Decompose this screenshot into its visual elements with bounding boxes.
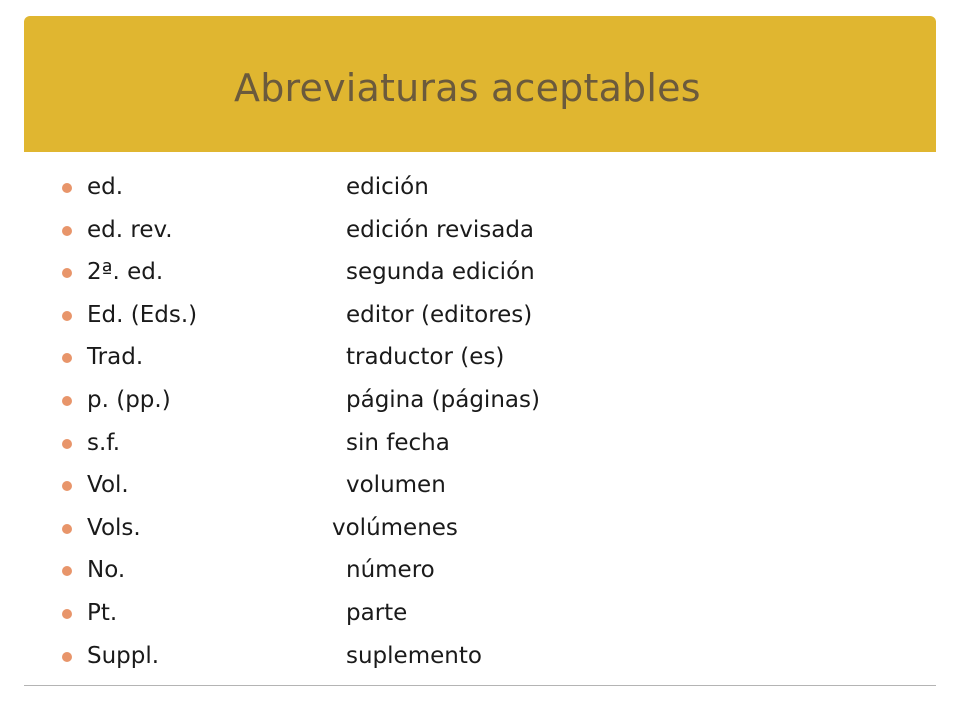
- bullet-icon: [62, 524, 72, 534]
- meaning: volúmenes: [332, 514, 458, 541]
- abbreviation: 2ª. ed.: [87, 259, 164, 286]
- bullet-icon: [62, 226, 72, 236]
- meaning: editor (editores): [346, 301, 533, 328]
- meaning: volumen: [346, 472, 446, 499]
- bullet-icon: [62, 353, 72, 363]
- meaning: edición revisada: [346, 216, 535, 243]
- abbreviation: Ed. (Eds.): [87, 301, 198, 328]
- meaning: sin fecha: [346, 429, 450, 456]
- abbreviation: Vols.: [87, 514, 141, 541]
- abbreviation: ed. rev.: [87, 216, 173, 243]
- bullet-icon: [62, 268, 72, 278]
- meaning: página (páginas): [346, 386, 540, 413]
- bullet-icon: [62, 311, 72, 321]
- abbreviation: No.: [87, 557, 126, 584]
- meaning: parte: [346, 599, 408, 626]
- meaning: suplemento: [346, 642, 482, 669]
- bullet-icon: [62, 439, 72, 449]
- bullet-icon: [62, 183, 72, 193]
- bullet-icon: [62, 566, 72, 576]
- bottom-divider: [24, 685, 936, 686]
- abbreviation: Suppl.: [87, 642, 160, 669]
- meaning: traductor (es): [346, 344, 505, 371]
- bullet-icon: [62, 481, 72, 491]
- meaning: segunda edición: [346, 259, 535, 286]
- meaning: edición: [346, 174, 429, 200]
- abbreviation: ed.: [87, 174, 124, 200]
- bullet-icon: [62, 652, 72, 662]
- bullet-icon: [62, 396, 72, 406]
- abbreviation: Vol.: [87, 472, 129, 499]
- abbreviation: s.f.: [87, 429, 121, 456]
- meaning: número: [346, 557, 435, 584]
- abbreviation: Pt.: [87, 599, 118, 626]
- title-band: [24, 16, 936, 152]
- abbreviation: Trad.: [87, 344, 144, 371]
- abbreviation: p. (pp.): [87, 386, 171, 413]
- bullet-icon: [62, 609, 72, 619]
- slide-title: Abreviaturas aceptables: [234, 66, 701, 110]
